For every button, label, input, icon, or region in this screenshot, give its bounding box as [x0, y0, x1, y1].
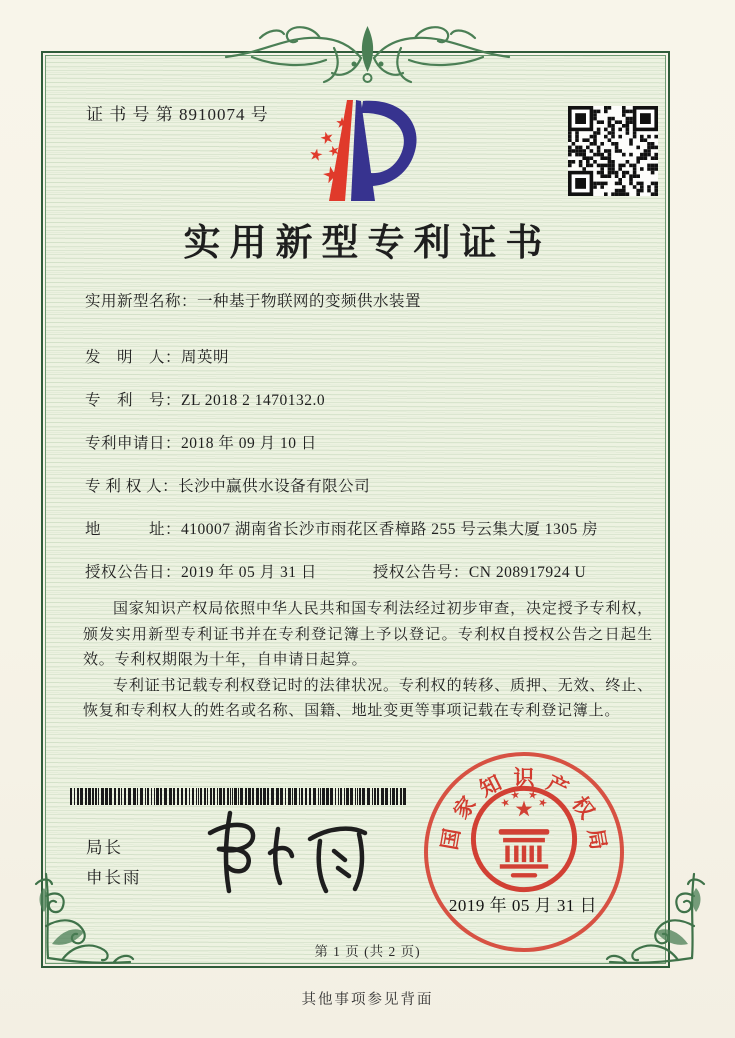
field-address: 地 址：410007 湖南省长沙市雨花区香樟路 255 号云集大厦 1305 房	[85, 521, 599, 538]
legal-paragraph-2: 专利证书记载专利权登记时的法律状况。专利权的转移、质押、无效、终止、恢复和专利权人的姓名或名称、国籍、地址变更等事项记载在专利登记簿上。	[83, 677, 653, 719]
qr-code-icon	[568, 106, 658, 196]
grant-number-label: 授权公告号：	[372, 564, 469, 581]
national-emblem-icon	[469, 784, 579, 894]
certificate-title: 实用新型专利证书	[183, 223, 552, 264]
field-grant-date-and-number: 授权公告日：2019 年 05 月 31 日 授权公告号：CN 208917924 U	[85, 564, 587, 581]
field-application-date: 专利申请日：2018 年 09 月 10 日	[85, 435, 317, 452]
director-title: 局长	[86, 839, 123, 857]
field-patent-number: 专 利 号：ZL 2018 2 1470132.0	[85, 392, 326, 409]
certificate-number: 证 书 号 第 8910074 号	[86, 105, 269, 124]
cnipa-logo-icon	[287, 93, 427, 208]
director-name: 申长雨	[86, 869, 142, 887]
legal-paragraph-1: 国家知识产权局依照中华人民共和国专利法经过初步审查，决定授予专利权，颁发实用新型专利证书并在专利登记簿上予以登记。专利权自授权公告之日起生效。专利权期限为十年，自申请日起算。	[83, 601, 653, 668]
signature-handwriting-icon	[192, 803, 382, 898]
official-seal-icon: 国 家 知 识 产 权 局	[424, 752, 624, 952]
legal-text	[83, 597, 653, 725]
grant-number-value: CN 208917924 U	[468, 564, 587, 581]
director-block	[86, 833, 142, 893]
seal-date: 2019 年 05 月 31 日	[448, 896, 598, 915]
back-side-note: 其他事项参见背面	[301, 992, 434, 1008]
certificate-fields	[85, 293, 645, 607]
page-indicator: 第 1 页 (共 2 页)	[314, 944, 421, 959]
field-inventor: 发 明 人：周英明	[85, 349, 230, 366]
field-patentee: 专 利 权 人：长沙中赢供水设备有限公司	[85, 478, 371, 495]
field-utility-model-name: 实用新型名称：一种基于物联网的变频供水装置	[85, 293, 422, 310]
top-border-ornament-icon	[224, 8, 511, 104]
